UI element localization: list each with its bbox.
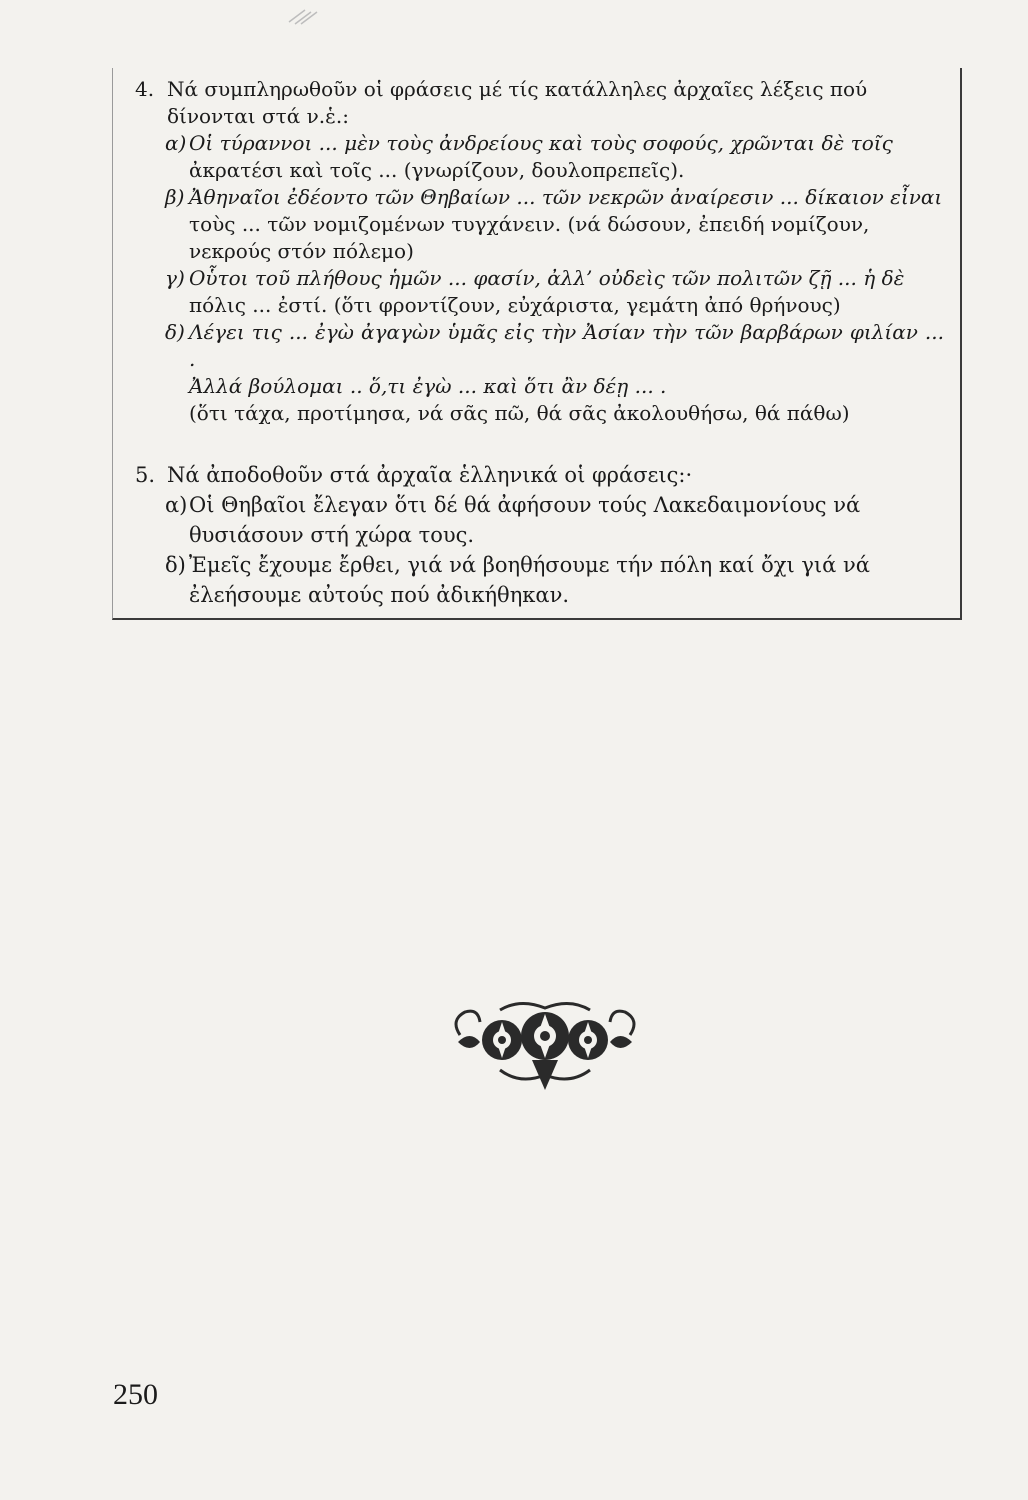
exercise-4-item-b: β) Ἀθηναῖοι ἐδέοντο τῶν Θηβαίων ... τῶν νεκρῶν ἀναίρεσιν ... δίκαιον εἶναι τοὺς ... τῶν νομιζομένων τυγχάνειν. (νά δώσουν, ἐπειδή νομίζουν, νεκρούς στόν πόλεμο): [165, 185, 943, 263]
page-number: 250: [113, 1378, 158, 1411]
exercise-5-item-a: α) Οἱ Θηβαῖοι ἔλεγαν ὅτι δέ θά ἀφήσουν τούς Λακεδαιμονίους νά θυσιάσουν στή χώρα τους.: [165, 493, 861, 547]
exercise-4-item-c: γ) Οὗτοι τοῦ πλήθους ἡμῶν ... φασίν, ἀλλ’ οὐδεὶς τῶν πολιτῶν ζῇ ... ἡ δὲ πόλις ... ἐστί. (ὅτι φροντίζουν, εὐχάριστα, γεμάτη ἀπό θρήνους): [165, 266, 905, 317]
exercise-5-instruction: 5. Νά ἀποδοθοῦν στά ἀρχαῖα ἑλληνικά οἱ φράσεις:·: [135, 460, 944, 490]
exercise-5: [135, 460, 944, 610]
exercise-box: [112, 68, 962, 620]
exercise-4-instruction: 4. Νά συμπληρωθοῦν οἱ φράσεις μέ τίς κατάλληλες ἀρχαῖες λέξεις πού δίνονται στά ν.ἑ.:: [135, 77, 868, 128]
exercise-4-item-d: δ) Λέγει τις ... ἐγὼ ἀγαγὼν ὑμᾶς εἰς τὴν Ἀσίαν τὴν τῶν βαρβάρων φιλίαν ... . Ἀλλά βούλομαι .. ὅ,τι ἐγὼ ... καὶ ὅτι ἂν δέῃ ... . (ὅτι τάχα, προτίμησα, νά σᾶς πῶ, θά σᾶς ἀκολουθήσω, θά πάθω): [165, 320, 944, 425]
floral-ornament-icon: [440, 990, 650, 1100]
exercise-4-item-a: α) Οἱ τύραννοι ... μὲν τοὺς ἀνδρείους καὶ τοὺς σοφούς, χρῶνται δὲ τοῖς ἀκρατέσι καὶ τοῖς ... (γνωρίζουν, δουλοπρεπεῖς).: [165, 131, 893, 182]
exercise-5-number: 5.: [135, 463, 156, 487]
exercise-4-number: 4.: [135, 77, 155, 101]
exercise-4: [135, 76, 944, 427]
exercise-5-item-d: δ) Ἐμεῖς ἔχουμε ἔρθει, γιά νά βοηθήσουμε τήν πόλη καί ὄχι γιά νά ἐλεήσουμε αὐτούς πού ἀδικήθηκαν.: [165, 553, 870, 607]
scan-mark-icon: [285, 6, 325, 26]
